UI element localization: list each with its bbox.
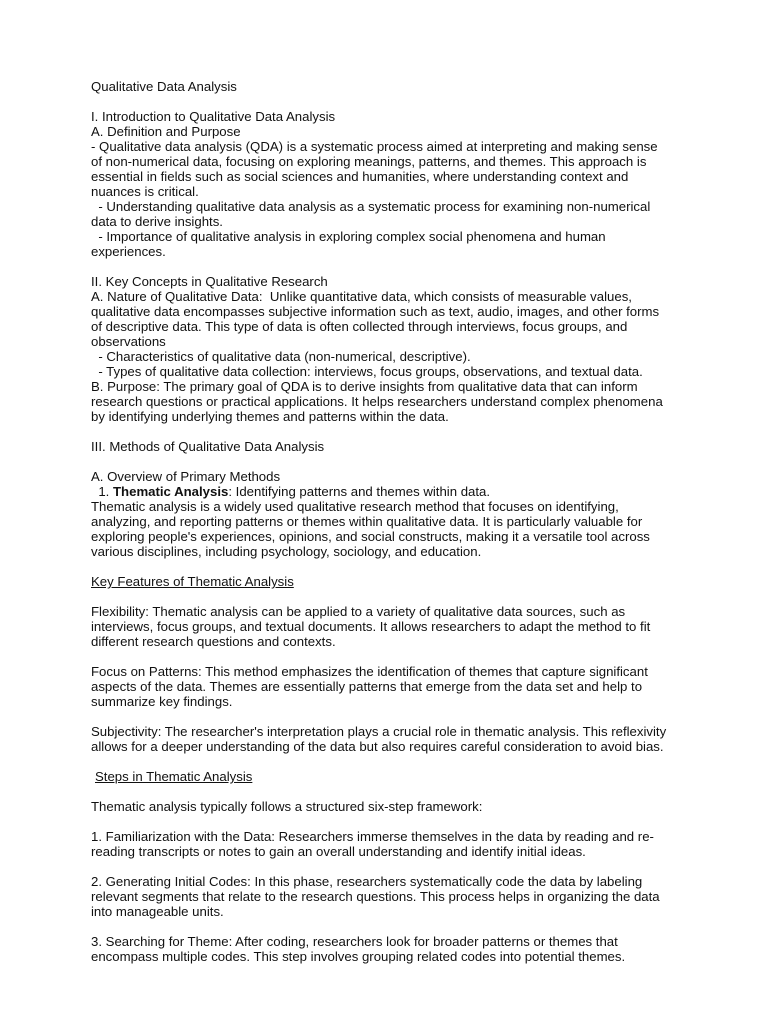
section-1-heading: I. Introduction to Qualitative Data Analysis bbox=[91, 109, 336, 124]
spacer bbox=[91, 94, 691, 109]
steps-intro: Thematic analysis typically follows a structured six-step framework: bbox=[91, 799, 483, 814]
section-3-sub-a: A. Overview of Primary Methods bbox=[91, 469, 281, 484]
spacer bbox=[91, 784, 691, 799]
document-title: Qualitative Data Analysis bbox=[91, 79, 237, 94]
text-line: Thematic analysis is a widely used qualitative research method that focuses on identifying, bbox=[91, 499, 619, 514]
text-line: essential in fields such as social sciences and humanities, where understanding context and bbox=[91, 169, 629, 184]
spacer bbox=[91, 859, 691, 874]
text-line: Subjectivity: The researcher's interpretation plays a crucial role in thematic analysis. This reflexivity bbox=[91, 724, 667, 739]
spacer bbox=[91, 559, 691, 574]
text-line: analyzing, and reporting patterns or themes within qualitative data. It is particularly valuable for bbox=[91, 514, 643, 529]
text-line: Focus on Patterns: This method emphasizes the identification of themes that capture significant bbox=[91, 664, 648, 679]
text-line: exploring people's experiences, opinions, and social constructs, making it a versatile tool across bbox=[91, 529, 650, 544]
text-line: of non-numerical data, focusing on exploring meanings, patterns, and themes. This approach is bbox=[91, 154, 647, 169]
section-3-item-1 bbox=[91, 484, 691, 499]
text-line: encompass multiple codes. This step involves grouping related codes into potential themes. bbox=[91, 949, 626, 964]
text-line: 1. Familiarization with the Data: Researchers immerse themselves in the data by reading and re- bbox=[91, 829, 654, 844]
item-number: 1. bbox=[91, 484, 113, 499]
section-2-bullet-1: - Characteristics of qualitative data (non-numerical, descriptive). bbox=[91, 349, 471, 364]
text-line: into manageable units. bbox=[91, 904, 224, 919]
text-line: relevant segments that relate to the research questions. This process helps in organizing the data bbox=[91, 889, 660, 904]
section-2-paragraph-a bbox=[91, 289, 691, 349]
step-1 bbox=[91, 829, 691, 859]
item-description: : Identifying patterns and themes within data. bbox=[228, 484, 491, 499]
text-line: aspects of the data. Themes are essentially patterns that emerge from the data set and help to bbox=[91, 679, 643, 694]
spacer bbox=[91, 814, 691, 829]
document-page bbox=[91, 79, 691, 964]
spacer bbox=[91, 919, 691, 934]
text-line: various disciplines, including psychology, sociology, and education. bbox=[91, 544, 482, 559]
text-line: allows for a deeper understanding of the data but also requires careful consideration to avoid bias. bbox=[91, 739, 664, 754]
text-line: 3. Searching for Theme: After coding, researchers look for broader patterns or themes that bbox=[91, 934, 618, 949]
section-2-heading: II. Key Concepts in Qualitative Research bbox=[91, 274, 328, 289]
focus-on-patterns-paragraph bbox=[91, 664, 691, 709]
subjectivity-paragraph bbox=[91, 724, 691, 754]
spacer bbox=[91, 259, 691, 274]
item-term: Thematic Analysis bbox=[113, 484, 229, 499]
step-3 bbox=[91, 934, 691, 964]
section-3-heading: III. Methods of Qualitative Data Analysis bbox=[91, 439, 325, 454]
spacer bbox=[91, 424, 691, 439]
spacer bbox=[91, 709, 691, 724]
text-line: observations bbox=[91, 334, 166, 349]
text-line: nuances is critical. bbox=[91, 184, 199, 199]
section-1-bullet-2 bbox=[91, 229, 691, 259]
section-2-paragraph-b bbox=[91, 379, 691, 424]
text-line: - Understanding qualitative data analysis as a systematic process for examining non-numerical bbox=[91, 199, 651, 214]
text-line: B. Purpose: The primary goal of QDA is to derive insights from qualitative data that can inform bbox=[91, 379, 638, 394]
flexibility-paragraph bbox=[91, 604, 691, 649]
spacer bbox=[91, 454, 691, 469]
text-line: by identifying underlying themes and patterns within the data. bbox=[91, 409, 449, 424]
text-line: summarize key findings. bbox=[91, 694, 233, 709]
section-1-sub-a: A. Definition and Purpose bbox=[91, 124, 241, 139]
text-line: different research questions and contexts. bbox=[91, 634, 336, 649]
section-2-bullet-2: - Types of qualitative data collection: interviews, focus groups, observations, and textual data. bbox=[91, 364, 643, 379]
spacer bbox=[91, 649, 691, 664]
step-2 bbox=[91, 874, 691, 919]
text-line: reading transcripts or notes to gain an overall understanding and identify initial ideas. bbox=[91, 844, 586, 859]
text-line: interviews, focus groups, and textual documents. It allows researchers to adapt the method to fit bbox=[91, 619, 651, 634]
text-line: experiences. bbox=[91, 244, 166, 259]
steps-heading: Steps in Thematic Analysis bbox=[95, 769, 253, 784]
text-line: Flexibility: Thematic analysis can be applied to a variety of qualitative data sources, such as bbox=[91, 604, 626, 619]
section-1-paragraph bbox=[91, 139, 691, 199]
text-line: research questions or practical applications. It helps researchers understand complex phenomena bbox=[91, 394, 663, 409]
text-line: - Qualitative data analysis (QDA) is a systematic process aimed at interpreting and making sense bbox=[91, 139, 658, 154]
spacer bbox=[91, 754, 691, 769]
spacer bbox=[91, 589, 691, 604]
text-line: - Importance of qualitative analysis in exploring complex social phenomena and human bbox=[91, 229, 606, 244]
section-1-bullet-1 bbox=[91, 199, 691, 229]
key-features-heading: Key Features of Thematic Analysis bbox=[91, 574, 294, 589]
text-line: 2. Generating Initial Codes: In this phase, researchers systematically code the data by labeling bbox=[91, 874, 643, 889]
text-line: data to derive insights. bbox=[91, 214, 223, 229]
text-line: qualitative data encompasses subjective information such as text, audio, images, and other forms bbox=[91, 304, 660, 319]
text-line: of descriptive data. This type of data is often collected through interviews, focus groups, and bbox=[91, 319, 628, 334]
thematic-analysis-paragraph bbox=[91, 499, 691, 559]
text-line: A. Nature of Qualitative Data: Unlike quantitative data, which consists of measurable values, bbox=[91, 289, 632, 304]
